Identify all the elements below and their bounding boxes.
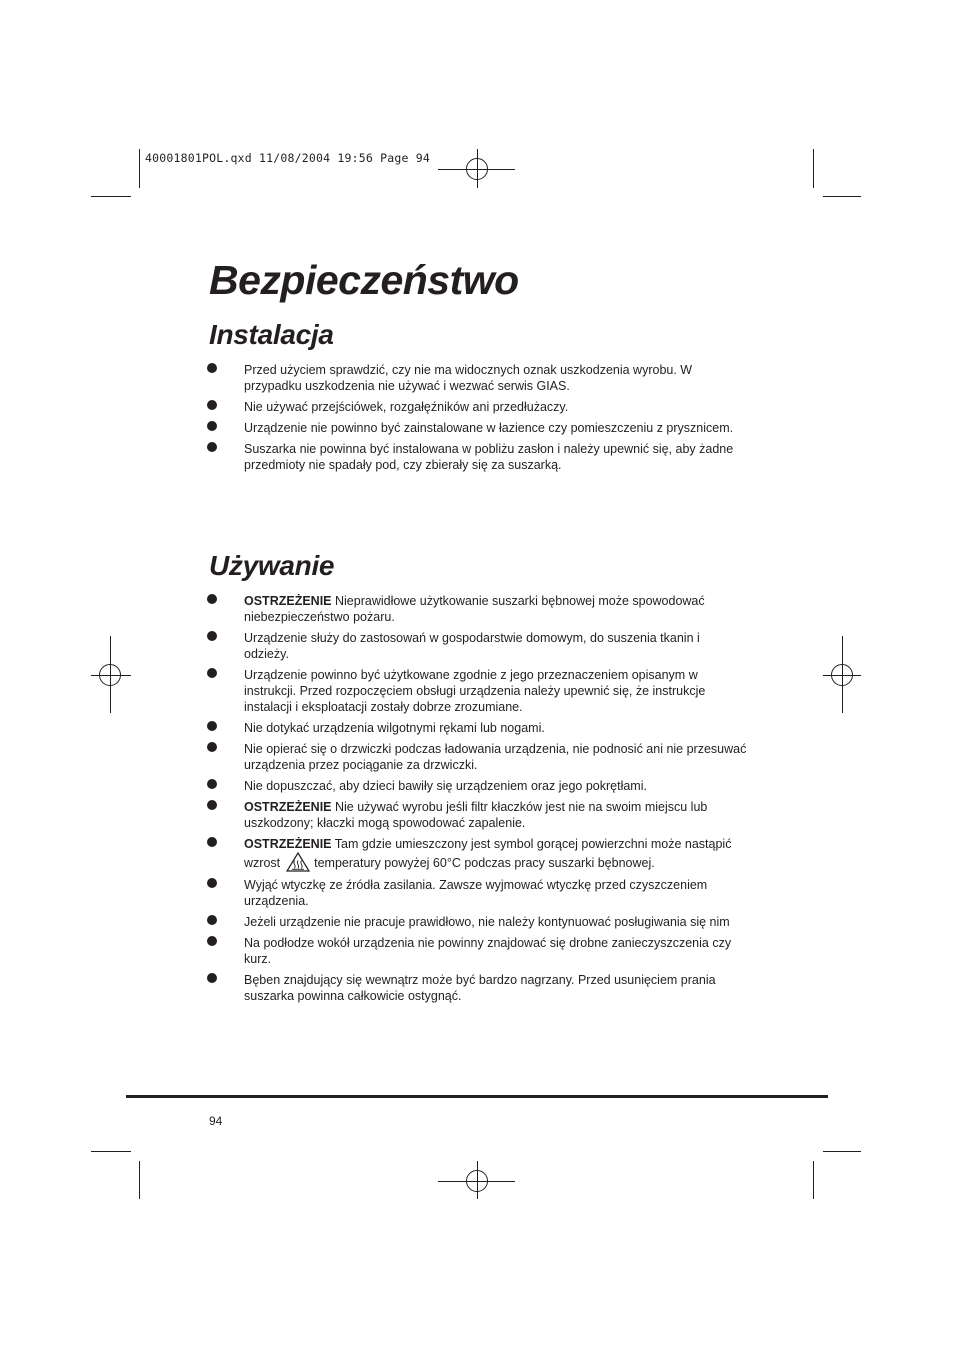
item-text: Urządzenie powinno być użytkowane zgodnie z jego przeznaczeniem opisanym w instrukcji. Przed rozpoczęciem obsługi urządzenia należy upewnić się, że instrukcje instalacji i eksploatacji zostały dobrze zrozumiane.: [244, 668, 706, 714]
item-text: Jeżeli urządzenie nie pracuje prawidłowo, nie należy kontynuować posługiwania się nim: [244, 915, 730, 929]
crop-mark: [139, 149, 140, 188]
list-item: [207, 877, 747, 909]
installation-list: [207, 362, 747, 473]
item-text: Suszarka nie powinna być instalowana w pobliżu zasłon i należy upewnić się, aby żadne przedmioty nie spadały pod, czy zbierały się za suszarką.: [244, 442, 734, 472]
list-item: [207, 836, 747, 872]
list-item: [207, 741, 747, 773]
page-title: Bezpieczeństwo: [209, 257, 519, 303]
list-item: [207, 914, 747, 930]
section-heading-installation: Instalacja: [209, 319, 334, 350]
bullet-icon: [207, 442, 217, 452]
footer-rule: [126, 1095, 828, 1098]
list-item: [207, 420, 747, 436]
bullet-icon: [207, 631, 217, 641]
warning-label: OSTRZEŻENIE: [244, 594, 332, 608]
item-text: Nie opierać się o drzwiczki podczas ładowania urządzenia, nie podnosić ani nie przesuwać urządzenia przez pociąganie za drzwiczki.: [244, 742, 747, 772]
item-text: Nieprawidłowe użytkowanie suszarki bębnowej może spowodować niebezpieczeństwo pożaru.: [244, 594, 705, 624]
item-text: Nie dopuszczać, aby dzieci bawiły się urządzeniem oraz jego pokrętłami.: [244, 779, 647, 793]
list-item: [207, 399, 747, 415]
bullet-icon: [207, 400, 217, 410]
bullet-icon: [207, 800, 217, 810]
item-text: Nie dotykać urządzenia wilgotnymi rękami lub nogami.: [244, 721, 545, 735]
crop-mark: [139, 1161, 140, 1199]
hot-surface-warning-icon: [286, 852, 310, 872]
item-text: Wyjąć wtyczkę ze źródła zasilania. Zawsze wyjmować wtyczkę przed czyszczeniem urządzenia.: [244, 878, 708, 908]
bullet-icon: [207, 936, 217, 946]
item-text: Bęben znajdujący się wewnątrz może być bardzo nagrzany. Przed usunięciem prania suszarka powinna całkowicie ostygnąć.: [244, 973, 716, 1003]
list-item: [207, 630, 747, 662]
list-item: [207, 799, 747, 831]
list-item: [207, 667, 747, 715]
list-item: [207, 778, 747, 794]
warning-label: OSTRZEŻENIE: [244, 837, 332, 851]
usage-list: [207, 593, 747, 1004]
item-text: Nie używać wyrobu jeśli filtr kłaczków jest nie na swoim miejscu lub uszkodzony; kłaczki mogą spowodować zapalenie.: [244, 800, 708, 830]
section-heading-usage: Używanie: [209, 550, 335, 581]
bullet-icon: [207, 973, 217, 983]
list-item: [207, 593, 747, 625]
item-text: Na podłodze wokół urządzenia nie powinny znajdować się drobne zanieczyszczenia czy kurz.: [244, 936, 732, 966]
list-item: [207, 362, 747, 394]
list-item: [207, 972, 747, 1004]
bullet-icon: [207, 779, 217, 789]
crop-mark: [813, 149, 814, 188]
item-text: Urządzenie służy do zastosowań w gospodarstwie domowym, do suszenia tkanin i odzieży.: [244, 631, 700, 661]
bullet-icon: [207, 878, 217, 888]
crop-mark: [823, 1151, 861, 1152]
bullet-icon: [207, 594, 217, 604]
crop-mark: [91, 1151, 131, 1152]
item-text-continued: temperatury powyżej 60°C podczas pracy suszarki bębnowej.: [314, 856, 655, 870]
bullet-icon: [207, 915, 217, 925]
item-text: Nie używać przejściówek, rozgałęźników ani przedłużaczy.: [244, 400, 569, 414]
page-number: 94: [209, 1114, 223, 1128]
bullet-icon: [207, 363, 217, 373]
list-item: [207, 935, 747, 967]
warning-label: OSTRZEŻENIE: [244, 800, 332, 814]
print-slug: 40001801POL.qxd 11/08/2004 19:56 Page 94: [145, 151, 430, 165]
bullet-icon: [207, 837, 217, 847]
crop-mark: [813, 1161, 814, 1199]
bullet-icon: [207, 668, 217, 678]
bullet-icon: [207, 421, 217, 431]
crop-mark: [823, 196, 861, 197]
item-text: Tam gdzie umieszczony jest symbol gorącej powierzchni może nastąpić wzrost: [244, 837, 732, 870]
item-text: Przed użyciem sprawdzić, czy nie ma widocznych oznak uszkodzenia wyrobu. W przypadku uszkodzenia nie używać i wezwać serwis GIAS.: [244, 363, 693, 393]
list-item: [207, 720, 747, 736]
item-text: Urządzenie nie powinno być zainstalowane w łazience czy pomieszczeniu z prysznicem.: [244, 421, 734, 435]
crop-mark: [91, 196, 131, 197]
bullet-icon: [207, 721, 217, 731]
bullet-icon: [207, 742, 217, 752]
list-item: [207, 441, 747, 473]
